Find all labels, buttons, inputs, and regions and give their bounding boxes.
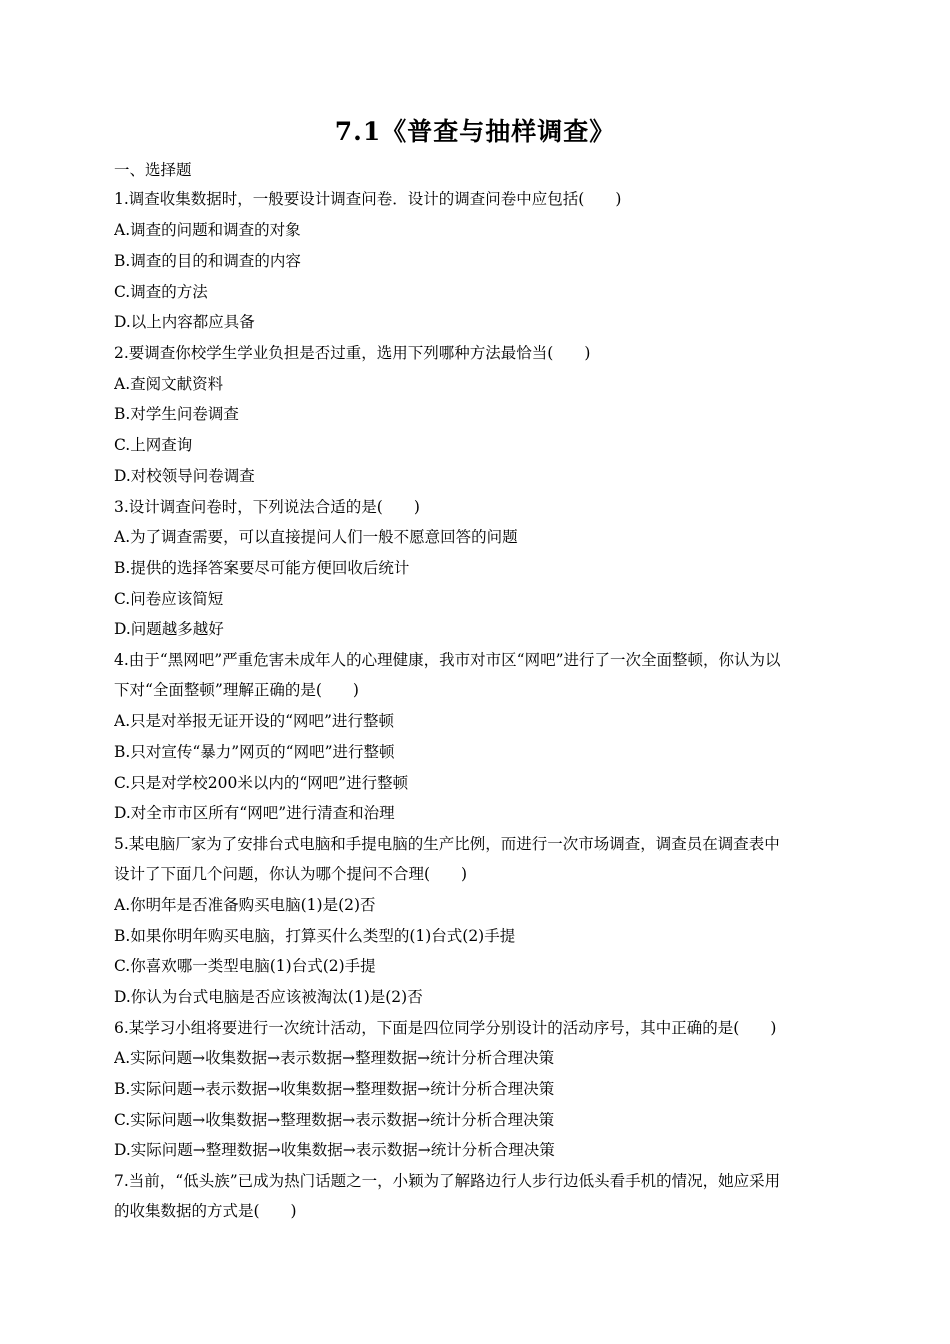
question-3-option-d: D.问题越多越好: [114, 620, 224, 638]
question-2-stem: 2.要调查你校学生学业负担是否过重，选用下列哪种方法最恰当( ): [114, 344, 591, 362]
question-4-stem-cont: 下对“全面整顿”理解正确的是( ): [114, 681, 359, 699]
document-title: 7.1《普查与抽样调查》: [334, 117, 616, 146]
question-4-stem: 4.由于“黑网吧”严重危害未成年人的心理健康，我市对市区“网吧”进行了一次全面整顿，你认为以: [114, 651, 781, 669]
question-5-option-d: D.你认为台式电脑是否应该被淘汰(1)是(2)否: [114, 988, 423, 1006]
question-1-option-c: C.调查的方法: [114, 283, 208, 301]
question-4-option-a: A.只是对举报无证开设的“网吧”进行整顿: [114, 712, 394, 730]
question-4-option-b: B.只对宣传“暴力”网页的“网吧”进行整顿: [114, 743, 395, 761]
question-5-option-c: C.你喜欢哪一类型电脑(1)台式(2)手提: [114, 957, 376, 975]
question-2-option-a: A.查阅文献资料: [114, 375, 224, 393]
question-5-stem: 5.某电脑厂家为了安排台式电脑和手提电脑的生产比例，而进行一次市场调查，调查员在调查表中: [114, 835, 780, 853]
question-6-stem: 6.某学习小组将要进行一次统计活动，下面是四位同学分别设计的活动序号，其中正确的是( ): [114, 1019, 777, 1037]
question-4-option-d: D.对全市市区所有“网吧”进行清查和治理: [114, 804, 395, 822]
question-5-option-b: B.如果你明年购买电脑，打算买什么类型的(1)台式(2)手提: [114, 927, 516, 945]
question-7-stem-cont: 的收集数据的方式是( ): [114, 1202, 297, 1220]
question-5-stem-cont: 设计了下面几个问题，你认为哪个提问不合理( ): [114, 865, 468, 883]
question-6-option-c: C.实际问题→收集数据→整理数据→表示数据→统计分析合理决策: [114, 1111, 555, 1129]
question-7-stem: 7.当前，“低头族”已成为热门话题之一，小颖为了解路边行人步行边低头看手机的情况，她应采用: [114, 1172, 781, 1190]
question-5-option-a: A.你明年是否准备购买电脑(1)是(2)否: [114, 896, 376, 914]
question-6-option-a: A.实际问题→收集数据→表示数据→整理数据→统计分析合理决策: [114, 1049, 555, 1067]
question-3-option-b: B.提供的选择答案要尽可能方便回收后统计: [114, 559, 410, 577]
question-6-option-b: B.实际问题→表示数据→收集数据→整理数据→统计分析合理决策: [114, 1080, 555, 1098]
question-1-option-b: B.调查的目的和调查的内容: [114, 252, 301, 270]
question-2-option-d: D.对校领导问卷调查: [114, 467, 255, 485]
question-4-option-c: C.只是对学校200米以内的“网吧”进行整顿: [114, 774, 409, 792]
question-3-option-a: A.为了调查需要，可以直接提问人们一般不愿意回答的问题: [114, 528, 518, 546]
question-1-option-a: A.调查的问题和调查的对象: [114, 221, 301, 239]
section-heading: 一、选择题: [114, 161, 192, 179]
question-3-stem: 3.设计调查问卷时，下列说法合适的是( ): [114, 498, 420, 516]
question-3-option-c: C.问卷应该简短: [114, 590, 224, 608]
question-1-stem: 1.调查收集数据时，一般要设计调查问卷．设计的调查问卷中应包括( ): [114, 190, 622, 208]
question-1-option-d: D.以上内容都应具备: [114, 313, 255, 331]
question-6-option-d: D.实际问题→整理数据→收集数据→表示数据→统计分析合理决策: [114, 1141, 555, 1159]
question-2-option-c: C.上网查询: [114, 436, 193, 454]
question-2-option-b: B.对学生问卷调查: [114, 405, 239, 423]
